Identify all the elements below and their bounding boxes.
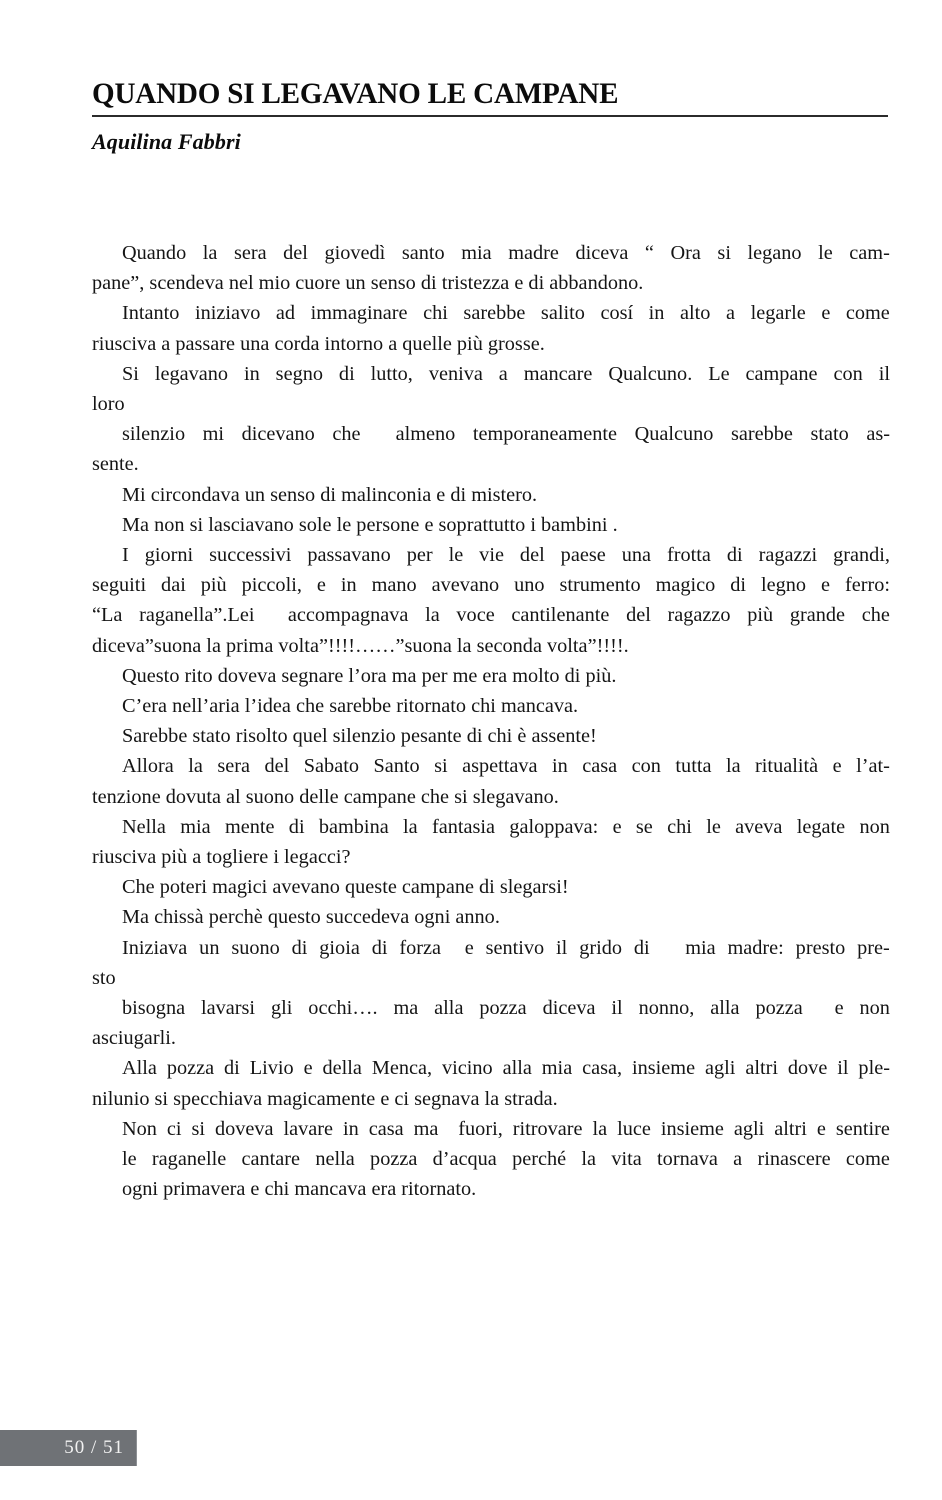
text-line: seguiti dai più piccoli, e in mano avevano uno strumento magico di legno e ferro: (92, 574, 890, 597)
text-line: Quando la sera del giovedì santo mia madre diceva “ Ora si legano le cam- (122, 242, 890, 264)
paragraph (92, 933, 890, 993)
text-line: Iniziava un suono di gioia di forza e sentivo il grido di mia madre: presto pre- (122, 936, 890, 959)
paragraph (92, 993, 890, 1053)
text-line: silenzio mi dicevano che almeno temporaneamente Qualcuno sarebbe stato as- (122, 423, 890, 446)
text-line: riusciva a passare una corda intorno a quelle più grosse. (92, 332, 545, 355)
text-line: le raganelle cantare nella pozza d’acqua perché la vita tornava a rinascere come (122, 1148, 890, 1171)
text-line: Sarebbe stato risolto quel silenzio pesante di chi è assente! (122, 725, 597, 748)
paragraph (92, 298, 890, 358)
text-line: sto (92, 966, 116, 989)
text-line: Ma non si lasciavano sole le persone e soprattutto i bambini . (122, 513, 618, 536)
text-line: Non ci si doveva lavare in casa ma fuori, ritrovare la luce insieme agli altri e sentire (122, 1117, 890, 1140)
paragraph (92, 721, 890, 751)
text-line: Alla pozza di Livio e della Menca, vicino alla mia casa, insieme agli altri dove il ple- (122, 1057, 890, 1080)
paragraph (92, 691, 890, 721)
text-line: Questo rito doveva segnare l’ora ma per me era molto di più. (122, 664, 617, 687)
title-divider (92, 115, 888, 117)
author-byline: Aquilina Fabbri (92, 128, 241, 154)
article-header (92, 78, 888, 155)
paragraph (92, 238, 890, 298)
text-line: asciugarli. (92, 1027, 176, 1050)
paragraph (92, 540, 890, 661)
text-line: Si legavano in segno di lutto, veniva a mancare Qualcuno. Le campane con il (122, 362, 890, 385)
text-line: pane”, scendeva nel mio cuore un senso di tristezza e di abbandono. (92, 272, 644, 295)
text-line: Ma chissà perchè questo succedeva ogni anno. (122, 906, 500, 929)
text-line: ogni primavera e chi mancava era ritornato. (122, 1178, 477, 1201)
text-line: Mi circondava un senso di malinconia e di mistero. (122, 483, 538, 506)
text-line: Che poteri magici avevano queste campane di slegarsi! (122, 876, 569, 899)
paragraph (92, 872, 890, 902)
paragraph (92, 419, 890, 479)
page-number-tab (0, 1430, 137, 1466)
text-line: Allora la sera del Sabato Santo si aspettava in casa con tutta la ritualità e l’at- (122, 755, 890, 778)
text-line: loro (92, 393, 125, 416)
text-line: tenzione dovuta al suono delle campane che si slegavano. (92, 785, 559, 808)
paragraph (92, 359, 890, 419)
page-title: QUANDO SI LEGAVANO LE CAMPANE (92, 77, 619, 110)
text-line: C’era nell’aria l’idea che sarebbe ritornato chi mancava. (122, 695, 579, 718)
paragraph (92, 480, 890, 510)
paragraph (92, 510, 890, 540)
text-line: Nella mia mente di bambina la fantasia galoppava: e se chi le aveva legate non (122, 815, 890, 838)
page-number-label: 50 / 51 (64, 1437, 124, 1458)
paragraph (92, 1053, 890, 1113)
article-body (92, 238, 890, 1205)
paragraph (92, 1114, 890, 1205)
paragraph (92, 812, 890, 872)
text-line: I giorni successivi passavano per le vie del paese una frotta di ragazzi grandi, (122, 544, 890, 567)
paragraph (92, 902, 890, 932)
text-line: nilunio si specchiava magicamente e ci segnava la strada. (92, 1087, 558, 1110)
text-line: diceva”suona la prima volta”!!!!……”suona la seconda volta”!!!!. (92, 634, 629, 657)
paragraph (92, 751, 890, 811)
text-line: sente. (92, 453, 139, 476)
paragraph (92, 661, 890, 691)
text-line: Intanto iniziavo ad immaginare chi sarebbe salito cosí in alto a legarle e come (122, 302, 890, 325)
text-line: “La raganella”.Lei accompagnava la voce cantilenante del ragazzo più grande che (92, 604, 890, 627)
text-line: riusciva più a togliere i legacci? (92, 846, 351, 869)
text-line: bisogna lavarsi gli occhi…. ma alla pozza diceva il nonno, alla pozza e non (122, 997, 890, 1020)
